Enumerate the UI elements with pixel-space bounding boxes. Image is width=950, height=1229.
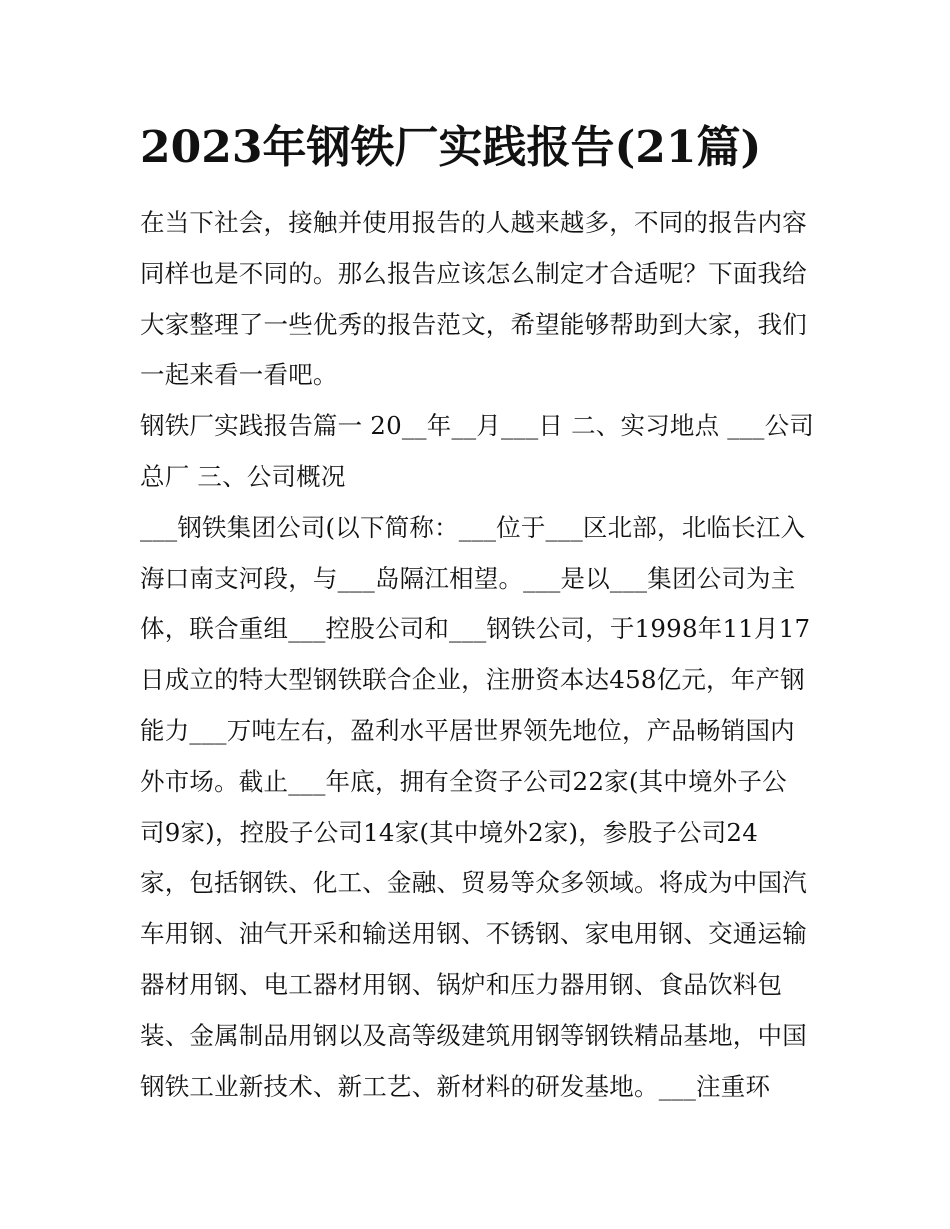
body-line: 器材用钢、电工器材用钢、锅炉和压力器用钢、食品饮料包	[140, 969, 783, 999]
body-line: 车用钢、油气开采和输送用钢、不锈钢、家电用钢、交通运输	[140, 919, 807, 949]
body-line: 司9家)，控股子公司14家(其中境外2家)，参股子公司24	[140, 817, 758, 847]
body-line: 大家整理了一些优秀的报告范文，希望能够帮助到大家，我们	[140, 309, 807, 339]
body-line: 钢铁厂实践报告篇一 20__年__月___日 二、实习地点 ___公司	[140, 411, 815, 441]
body-line: 总厂 三、公司概况	[140, 461, 346, 491]
body-line: 海口南支河段，与___岛隔江相望。___是以___集团公司为主	[140, 563, 796, 593]
body-line: ___钢铁集团公司(以下简称：___位于___区北部，北临长江入	[140, 512, 806, 542]
body-line: 一起来看一看吧。	[140, 360, 338, 390]
document-body	[140, 198, 820, 1112]
body-line: 日成立的特大型钢铁联合企业，注册资本达458亿元，年产钢	[140, 665, 805, 695]
document-title: 2023年钢铁厂实践报告(21篇)	[140, 122, 762, 173]
body-line: 装、金属制品用钢以及高等级建筑用钢等钢铁精品基地，中国	[140, 1020, 807, 1050]
body-line: 在当下社会，接触并使用报告的人越来越多，不同的报告内容	[140, 208, 807, 237]
body-line: 体，联合重组___控股公司和___钢铁公司，于1998年11月17	[140, 614, 811, 644]
body-line: 家，包括钢铁、化工、金融、贸易等众多领域。将成为中国汽	[140, 868, 807, 898]
body-line: 外市场。截止___年底，拥有全资子公司22家(其中境外子公	[140, 766, 787, 796]
body-line: 能力___万吨左右，盈利水平居世界领先地位，产品畅销国内	[140, 715, 795, 745]
body-line: 钢铁工业新技术、新工艺、新材料的研发基地。___注重环	[140, 1071, 771, 1101]
body-line: 同样也是不同的。那么报告应该怎么制定才合适呢？下面我给	[140, 258, 807, 288]
